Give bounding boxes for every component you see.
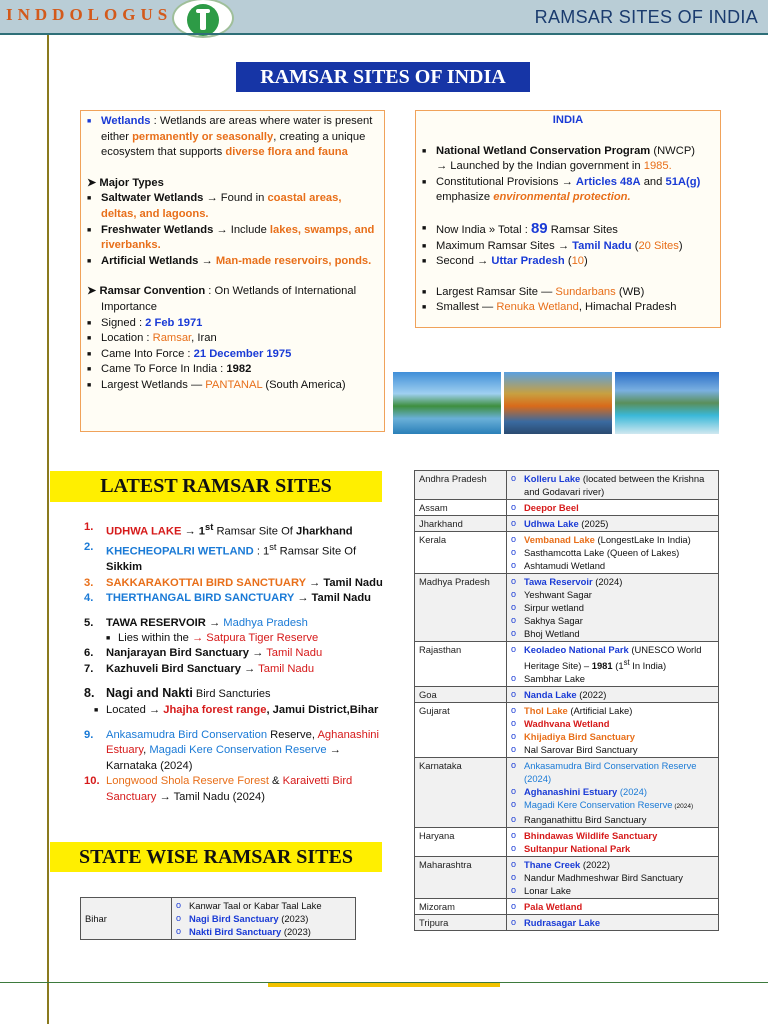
smallest-site-item: ■ Smallest — Renuka Wetland, Himachal Pradesh	[422, 300, 714, 316]
table-row	[81, 898, 356, 940]
second-sites-item: ■ Second → Uttar Pradesh (10)	[422, 254, 714, 270]
table-row	[415, 703, 719, 758]
convention-heading: ➤ Ramsar Convention : On Wetlands of International Importance	[87, 285, 357, 313]
list-item: 8. Nagi and Nakti Bird Sancturies	[84, 686, 271, 701]
list-subitem: ■ Lies within the → Satpura Tiger Reserve	[84, 631, 384, 646]
wetland-photo-2	[504, 372, 612, 434]
state-sites: o Vembanad Lake (LongestLake In India) o Sasthamcotta Lake (Queen of Lakes) o Ashtamudi Wetland	[507, 532, 719, 574]
wetland-photo-1	[393, 372, 501, 434]
header-bar	[0, 0, 768, 34]
freshwater-item: ■ Freshwater Wetlands → Include lakes, swamps, and riverbanks.	[87, 223, 378, 254]
table-row	[415, 471, 719, 500]
list-item: 9. Ankasamudra Bird Conservation Reserve, Aghanashini Estuary, Magadi Kere Conservation Reserve → Karnataka (2024)	[84, 728, 380, 772]
list-item: 10. Longwood Shola Reserve Forest & Karaivetti Bird Sanctuary → Tamil Nadu (2024)	[84, 775, 353, 803]
state-sites: o Thol Lake (Artificial Lake) o Wadhvana Wetland o Khijadiya Bird Sanctuary o Nal Sarovar Bird Sanctuary	[507, 703, 719, 758]
bihar-table	[80, 897, 356, 940]
state-sites: o Ankasamudra Bird Conservation Reserve (2024) o Aghanashini Estuary (2024) o Magadi Kere Conservation Reserve (2024) o Ranganathittu Bird Sanctuary	[507, 758, 719, 828]
list-item: 3. SAKKARAKOTTAI BIRD SANCTUARY → Tamil Nadu	[84, 576, 383, 589]
state-sites: o Kanwar Taal or Kabar Taal Lake o Nagi Bird Sanctuary (2023) o Nakti Bird Sanctuary (2023)	[172, 898, 356, 940]
table-row	[415, 758, 719, 828]
signed-item: ■ Signed : 2 Feb 1971	[87, 316, 378, 332]
table-row	[415, 532, 719, 574]
list-subitem: ■ Located → Jhajha forest range, Jamui District,Bihar	[84, 703, 384, 718]
header-title: RAMSAR SITES OF INDIA	[534, 7, 758, 27]
state-name: Karnataka	[415, 758, 507, 828]
largest-wetland-item: ■ Largest Wetlands — PANTANAL (South America)	[87, 378, 378, 394]
wetlands-info-box	[80, 110, 385, 432]
largest-site-item: ■ Largest Ramsar Site — Sundarbans (WB)	[422, 285, 714, 301]
state-sites: o Bhindawas Wildlife Sanctuary o Sultanpur National Park	[507, 828, 719, 857]
saltwater-item: ■ Saltwater Wetlands → Found in coastal areas, deltas, and lagoons.	[87, 191, 378, 222]
state-name: Andhra Pradesh	[415, 471, 507, 500]
latest-sites-title: LATEST RAMSAR SITES	[50, 471, 382, 502]
state-sites: o Rudrasagar Lake	[507, 915, 719, 931]
table-row	[415, 857, 719, 899]
table-row	[415, 516, 719, 532]
state-name: Madhya Pradesh	[415, 574, 507, 642]
table-row	[415, 915, 719, 931]
india-info-box	[415, 110, 721, 328]
footer-accent	[268, 983, 500, 987]
state-sites: o Udhwa Lake (2025)	[507, 516, 719, 532]
state-name: Goa	[415, 687, 507, 703]
state-wise-table	[414, 470, 719, 931]
state-sites: o Deepor Beel	[507, 500, 719, 516]
table-row	[415, 642, 719, 687]
state-name: Mizoram	[415, 899, 507, 915]
india-heading: INDIA	[552, 114, 584, 126]
state-name: Jharkhand	[415, 516, 507, 532]
header-divider	[0, 33, 768, 35]
state-sites: o Keoladeo National Park (UNESCO World Heritage Site) – 1981 (1st In India) o Sambhar Lake	[507, 642, 719, 687]
major-types-heading: ➤ Major Types	[87, 176, 164, 189]
state-name: Rajasthan	[415, 642, 507, 687]
state-name: Kerala	[415, 532, 507, 574]
table-row	[415, 500, 719, 516]
list-item: 1. UDHWA LAKE → 1st Ramsar Site Of Jharkhand	[84, 521, 353, 538]
margin-line	[47, 35, 49, 1024]
state-name: Assam	[415, 500, 507, 516]
list-item: 7. Kazhuveli Bird Sanctuary → Tamil Nadu	[84, 662, 315, 675]
nwcp-item: ■ National Wetland Conservation Program (NWCP) → Launched by the Indian government in 1985.	[422, 144, 714, 175]
location-item: ■ Location : Ramsar, Iran	[87, 331, 378, 347]
table-row	[415, 574, 719, 642]
state-sites: o Thane Creek (2022) o Nandur Madhmeshwar Bird Sanctuary o Lonar Lake	[507, 857, 719, 899]
table-row	[415, 687, 719, 703]
list-item: 6. Nanjarayan Bird Sanctuary → Tamil Nadu	[84, 647, 323, 660]
page-title: RAMSAR SITES OF INDIA	[236, 62, 530, 92]
wetlands-definition: ■ Wetlands : Wetlands are areas where water is present either permanently or seasonally, creating a unique ecosystem that supports diverse flora and fauna	[87, 114, 378, 161]
constitution-item: ■ Constitutional Provisions → Articles 48A and 51A(g) emphasize environmental protection.	[422, 175, 714, 206]
list-item: 5. TAWA RESERVOIR → Madhya Pradesh	[84, 616, 308, 629]
max-sites-item: ■ Maximum Ramsar Sites → Tamil Nadu (20 Sites)	[422, 239, 714, 255]
table-row	[415, 828, 719, 857]
state-sites: o Tawa Reservoir (2024) o Yeshwant Sagar o Sirpur wetland o Sakhya Sagar o Bhoj Wetland	[507, 574, 719, 642]
table-row	[415, 899, 719, 915]
state-name: Gujarat	[415, 703, 507, 758]
state-name: Tripura	[415, 915, 507, 931]
state-sites: o Kolleru Lake (located between the Krishna and Godavari river)	[507, 471, 719, 500]
state-name: Maharashtra	[415, 857, 507, 899]
latest-sites-list	[84, 520, 384, 805]
brand-name: INDDOLOGUS	[6, 5, 173, 24]
artificial-item: ■ Artificial Wetlands → Man-made reservoirs, ponds.	[87, 254, 378, 270]
state-sites: o Pala Wetland	[507, 899, 719, 915]
state-name: Haryana	[415, 828, 507, 857]
wetland-photo-3	[615, 372, 719, 434]
list-item: 4. THERTHANGAL BIRD SANCTUARY → Tamil Nadu	[84, 592, 371, 605]
india-force-item: ■ Came To Force In India : 1982	[87, 362, 378, 378]
list-item: 2. KHECHEOPALRI WETLAND : 1st Ramsar Site Of Sikkim	[84, 541, 357, 574]
force-item: ■ Came Into Force : 21 December 1975	[87, 347, 378, 363]
total-sites-item: ■ Now India » Total : 89 Ramsar Sites	[422, 221, 714, 239]
statewise-title: STATE WISE RAMSAR SITES	[50, 842, 382, 872]
state-name: Bihar	[81, 898, 172, 940]
state-sites: o Nanda Lake (2022)	[507, 687, 719, 703]
